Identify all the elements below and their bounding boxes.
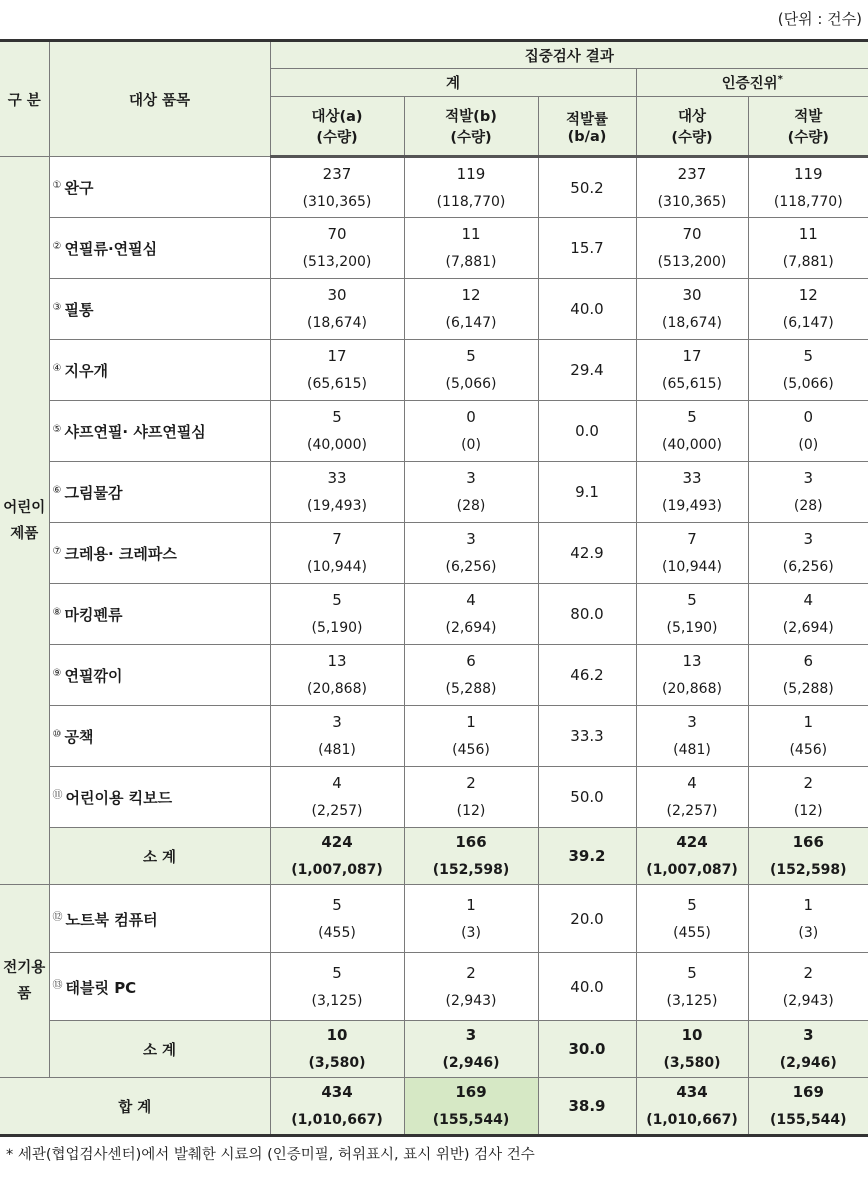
rate-cell: 42.9: [538, 523, 636, 584]
count-value: 119: [456, 164, 486, 183]
count-value: 4: [466, 591, 476, 609]
item-name: 어린이용 킥보드: [65, 789, 173, 807]
item-name: 샤프연필· 샤프연필심: [64, 422, 206, 441]
quantity-value: (10,944): [662, 559, 722, 575]
item-number: ④: [52, 362, 62, 374]
target-cell: [270, 279, 404, 340]
table-row: [0, 953, 868, 1021]
found-cell: [404, 218, 538, 279]
item-number: ⑥: [52, 484, 62, 496]
rate-cell: 0.0: [538, 401, 636, 462]
count-value: 33: [682, 469, 702, 487]
count-value: 17: [327, 347, 347, 365]
cert-found-cell: [748, 340, 868, 401]
item-number: ③: [52, 301, 62, 313]
header-rate: 적발률 (b/a): [538, 97, 636, 157]
count-value: 5: [803, 347, 814, 365]
quantity-value: (155,544): [432, 1112, 510, 1128]
quantity-value: (7,881): [782, 254, 834, 270]
count-value: 169: [455, 1083, 487, 1101]
count-value: 5: [332, 408, 342, 426]
header-cert-target: 대상 (수량): [636, 97, 748, 157]
count-value: 1: [803, 713, 814, 731]
quantity-value: (2,946): [779, 1055, 837, 1071]
count-value: 1: [466, 713, 476, 731]
table-row: [0, 767, 868, 828]
item-name-cell: [49, 218, 270, 279]
count-value: 3: [687, 713, 697, 731]
quantity-value: (0): [798, 437, 819, 453]
target-cell: [270, 885, 404, 953]
cert-target-cell: [636, 157, 748, 218]
quantity-value: (1,007,087): [646, 862, 738, 878]
count-value: 6: [466, 652, 476, 670]
item-name-cell: [49, 401, 270, 462]
quantity-value: (118,770): [773, 193, 843, 210]
found-cell: [404, 828, 538, 885]
cert-found-cell: [748, 523, 868, 584]
quantity-value: (513,200): [302, 254, 372, 270]
cert-found-cell: [748, 1021, 868, 1078]
item-name: 노트북 컴퓨터: [65, 910, 158, 929]
count-value: 70: [682, 225, 702, 243]
rate-cell: 40.0: [538, 279, 636, 340]
item-number: ⑩: [52, 728, 62, 740]
quantity-value: (118,770): [436, 193, 506, 210]
count-value: 2: [466, 963, 476, 982]
count-value: 12: [798, 286, 818, 304]
count-value: 4: [803, 591, 814, 609]
quantity-value: (513,200): [657, 254, 727, 270]
target-cell: [270, 401, 404, 462]
item-name-cell: [49, 706, 270, 767]
target-cell: [270, 1021, 404, 1078]
count-value: 13: [682, 652, 702, 670]
quantity-value: (481): [673, 742, 711, 758]
table-row: [0, 340, 868, 401]
cert-found-cell: [748, 157, 868, 218]
count-value: 3: [465, 1026, 477, 1044]
quantity-value: (5,288): [782, 681, 834, 697]
target-cell: [270, 767, 404, 828]
quantity-value: (481): [318, 742, 356, 758]
target-cell: [270, 157, 404, 218]
found-cell: [404, 1021, 538, 1078]
count-value: 6: [803, 652, 814, 670]
count-value: 2: [803, 774, 814, 792]
cert-target-cell: [636, 645, 748, 706]
quantity-value: (3,125): [311, 992, 363, 1009]
count-value: 166: [792, 833, 824, 851]
count-value: 434: [321, 1083, 353, 1101]
header-target-a: 대상(a) (수량): [270, 97, 404, 157]
quantity-value: (20,868): [662, 681, 722, 697]
count-value: 424: [676, 833, 708, 851]
item-name: 연필깎이: [64, 666, 123, 685]
quantity-value: (152,598): [432, 862, 510, 878]
target-cell: [270, 645, 404, 706]
count-value: 237: [322, 164, 352, 183]
quantity-value: (2,694): [445, 620, 497, 636]
count-value: 5: [332, 895, 342, 914]
table-row: [0, 523, 868, 584]
count-value: 33: [327, 469, 347, 487]
cert-found-cell: [748, 462, 868, 523]
rate-cell: 39.2: [538, 828, 636, 885]
count-value: 3: [466, 530, 476, 548]
cert-target-cell: [636, 1078, 748, 1136]
cert-target-cell: [636, 462, 748, 523]
quantity-value: (2,694): [782, 620, 834, 636]
count-value: 5: [332, 591, 342, 609]
count-value: 5: [466, 347, 476, 365]
table-row: [0, 645, 868, 706]
category-label: 어린이: [3, 499, 46, 516]
count-value: 237: [677, 164, 707, 183]
item-name: 마킹펜류: [64, 605, 123, 624]
count-value: 1: [803, 895, 814, 914]
rate-cell: 9.1: [538, 462, 636, 523]
quantity-value: (18,674): [307, 315, 367, 331]
count-value: 1: [466, 895, 476, 914]
rate-cell: 40.0: [538, 953, 636, 1021]
rate-cell: 15.7: [538, 218, 636, 279]
quantity-value: (19,493): [307, 498, 367, 514]
quantity-value: (40,000): [307, 437, 367, 453]
cert-found-cell: [748, 953, 868, 1021]
rate-cell: 80.0: [538, 584, 636, 645]
count-value: 3: [803, 469, 814, 487]
row-label: 소 계: [49, 828, 270, 885]
item-name-cell: [49, 279, 270, 340]
quantity-value: (2,257): [666, 803, 718, 819]
rate-cell: 29.4: [538, 340, 636, 401]
count-value: 0: [803, 408, 814, 426]
item-name: 공책: [64, 727, 94, 746]
count-value: 424: [321, 833, 353, 851]
quantity-value: (5,288): [445, 681, 497, 697]
count-value: 12: [461, 286, 481, 304]
item-name: 연필류·연필심: [64, 239, 158, 258]
table-row: [0, 462, 868, 523]
cert-target-cell: [636, 279, 748, 340]
quantity-value: (2,257): [311, 803, 363, 819]
quantity-value: (455): [673, 924, 711, 941]
quantity-value: (6,256): [782, 559, 834, 575]
table-row: [0, 584, 868, 645]
rate-cell: 38.9: [538, 1078, 636, 1136]
quantity-value: (65,615): [662, 376, 722, 392]
cert-found-cell: [748, 645, 868, 706]
quantity-value: (155,544): [770, 1112, 847, 1128]
item-name: 크레용· 크레파스: [64, 544, 177, 563]
item-number: ⑧: [52, 606, 62, 618]
count-value: 10: [326, 1026, 348, 1044]
count-value: 3: [803, 530, 814, 548]
count-value: 5: [687, 408, 697, 426]
rate-cell: 20.0: [538, 885, 636, 953]
count-value: 4: [332, 774, 342, 792]
cert-found-cell: [748, 706, 868, 767]
found-cell: [404, 706, 538, 767]
count-value: 7: [332, 530, 342, 548]
quantity-value: (5,190): [311, 620, 363, 636]
quantity-value: (10,944): [307, 559, 367, 575]
quantity-value: (310,365): [657, 193, 727, 210]
cert-target-cell: [636, 340, 748, 401]
quantity-value: (152,598): [770, 862, 847, 878]
category-cell: [0, 157, 49, 885]
cert-target-cell: [636, 706, 748, 767]
quantity-value: (455): [318, 924, 356, 941]
count-value: 169: [792, 1083, 824, 1101]
category-label: 품: [17, 986, 32, 1002]
item-name: 지우개: [64, 361, 108, 380]
total-row: [0, 1078, 868, 1136]
cert-found-cell: [748, 767, 868, 828]
quantity-value: (40,000): [662, 437, 722, 453]
rate-cell: 50.0: [538, 767, 636, 828]
count-value: 119: [793, 164, 823, 183]
quantity-value: (310,365): [302, 193, 372, 210]
cert-target-cell: [636, 523, 748, 584]
rate-cell: 30.0: [538, 1021, 636, 1078]
table-row: [0, 279, 868, 340]
found-cell: [404, 157, 538, 218]
count-value: 434: [676, 1083, 708, 1101]
cert-target-cell: [636, 885, 748, 953]
count-value: 11: [461, 225, 481, 243]
found-cell: [404, 767, 538, 828]
cert-target-cell: [636, 401, 748, 462]
count-value: 3: [466, 469, 476, 487]
quantity-value: (18,674): [662, 315, 722, 331]
quantity-value: (3): [461, 924, 481, 941]
unit-note: (단위 : 건수): [777, 10, 862, 28]
item-number: ⑦: [52, 545, 62, 557]
quantity-value: (0): [461, 437, 481, 453]
target-cell: [270, 218, 404, 279]
quantity-value: (3,125): [666, 992, 718, 1009]
item-name: 필통: [64, 300, 94, 319]
item-name: 완구: [64, 178, 94, 197]
quantity-value: (1,010,667): [646, 1112, 738, 1128]
target-cell: [270, 523, 404, 584]
item-name-cell: [49, 645, 270, 706]
header-group-cert: 인증진위*: [636, 69, 868, 97]
rate-cell: 50.2: [538, 157, 636, 218]
item-number: ⑫: [52, 911, 63, 923]
cert-target-cell: [636, 767, 748, 828]
target-cell: [270, 462, 404, 523]
count-value: 13: [327, 652, 347, 670]
quantity-value: (12): [793, 803, 823, 819]
cert-found-cell: [748, 1078, 868, 1136]
target-cell: [270, 828, 404, 885]
found-cell: [404, 279, 538, 340]
item-number: ②: [52, 240, 62, 252]
count-value: 17: [682, 347, 702, 365]
quantity-value: (5,190): [666, 620, 718, 636]
item-number: ⑪: [52, 790, 63, 801]
quantity-value: (5,066): [782, 376, 834, 392]
count-value: 5: [687, 963, 697, 982]
quantity-value: (6,256): [445, 559, 497, 575]
found-cell: [404, 953, 538, 1021]
item-number: ⑤: [52, 423, 62, 435]
inspection-results-table: [0, 39, 868, 1137]
category-label: 전기용: [3, 960, 46, 976]
cert-target-cell: [636, 828, 748, 885]
quantity-value: (5,066): [445, 376, 497, 392]
header-found-b: 적발(b) (수량): [404, 97, 538, 157]
item-name-cell: [49, 462, 270, 523]
header-cert-found: 적발 (수량): [748, 97, 868, 157]
count-value: 4: [687, 774, 697, 792]
subtotal-row: [0, 1021, 868, 1078]
table-row: [0, 885, 868, 953]
quantity-value: (1,010,667): [291, 1112, 383, 1128]
quantity-value: (1,007,087): [291, 862, 383, 878]
cert-target-cell: [636, 1021, 748, 1078]
quantity-value: (456): [452, 742, 490, 758]
count-value: 2: [803, 963, 814, 982]
subtotal-row: [0, 828, 868, 885]
quantity-value: (2,946): [442, 1055, 500, 1071]
item-number: ⑬: [52, 979, 63, 991]
target-cell: [270, 340, 404, 401]
quantity-value: (3,580): [663, 1055, 721, 1071]
count-value: 70: [327, 225, 347, 243]
cert-marker: *: [777, 74, 783, 85]
item-name: 태블릿 PC: [65, 978, 137, 997]
item-name-cell: [49, 885, 270, 953]
count-value: 166: [455, 833, 487, 851]
item-name-cell: [49, 157, 270, 218]
quantity-value: (456): [789, 742, 828, 758]
count-value: 30: [682, 286, 702, 304]
count-value: 30: [327, 286, 347, 304]
table-row: [0, 706, 868, 767]
found-cell: [404, 401, 538, 462]
table-body: [0, 157, 868, 1136]
quantity-value: (65,615): [307, 376, 367, 392]
count-value: 5: [687, 591, 697, 609]
quantity-value: (2,943): [445, 992, 497, 1009]
category-label: 제품: [10, 525, 39, 542]
item-number: ⑨: [52, 667, 62, 679]
quantity-value: (2,943): [782, 992, 834, 1009]
cert-found-cell: [748, 584, 868, 645]
target-cell: [270, 953, 404, 1021]
row-label: 합 계: [0, 1078, 270, 1136]
count-value: 3: [803, 1026, 814, 1044]
count-value: 7: [687, 530, 697, 548]
item-name-cell: [49, 953, 270, 1021]
cert-target-cell: [636, 953, 748, 1021]
quantity-value: (3,580): [308, 1055, 366, 1071]
header-group-title: 집중검사 결과: [270, 41, 868, 69]
found-cell: [404, 523, 538, 584]
quantity-value: (6,147): [782, 315, 834, 331]
footnote: * 세관(협업검사센터)에서 발췌한 시료의 (인증미필, 허위표시, 표시 위반) 검사 건수: [6, 1147, 535, 1163]
cert-found-cell: [748, 885, 868, 953]
category-cell: [0, 885, 49, 1078]
found-cell: [404, 1078, 538, 1136]
item-name-cell: [49, 340, 270, 401]
quantity-value: (7,881): [445, 254, 497, 270]
quantity-value: (19,493): [662, 498, 722, 514]
header-category: 구 분: [0, 41, 49, 157]
item-name-cell: [49, 767, 270, 828]
found-cell: [404, 645, 538, 706]
header-item: 대상 품목: [49, 41, 270, 157]
count-value: 2: [466, 774, 476, 792]
cert-target-cell: [636, 218, 748, 279]
quantity-value: (20,868): [307, 681, 367, 697]
item-name-cell: [49, 523, 270, 584]
row-label: 소 계: [49, 1021, 270, 1078]
count-value: 3: [332, 713, 342, 731]
cert-found-cell: [748, 279, 868, 340]
quantity-value: (28): [456, 498, 486, 514]
found-cell: [404, 462, 538, 523]
count-value: 11: [798, 225, 818, 243]
count-value: 10: [681, 1026, 703, 1044]
item-name-cell: [49, 584, 270, 645]
found-cell: [404, 340, 538, 401]
table-row: [0, 401, 868, 462]
cert-found-cell: [748, 401, 868, 462]
cert-target-cell: [636, 584, 748, 645]
quantity-value: (12): [456, 803, 486, 819]
count-value: 5: [332, 963, 342, 982]
item-name: 그림물감: [64, 483, 123, 502]
quantity-value: (6,147): [445, 315, 497, 331]
header-group-total: 계: [270, 69, 636, 97]
item-number: ①: [52, 179, 62, 191]
found-cell: [404, 584, 538, 645]
table-row: [0, 218, 868, 279]
count-value: 0: [466, 408, 476, 426]
count-value: 5: [687, 895, 697, 914]
cert-found-cell: [748, 218, 868, 279]
quantity-value: (3): [798, 924, 819, 941]
target-cell: [270, 1078, 404, 1136]
found-cell: [404, 885, 538, 953]
target-cell: [270, 706, 404, 767]
rate-cell: 46.2: [538, 645, 636, 706]
target-cell: [270, 584, 404, 645]
rate-cell: 33.3: [538, 706, 636, 767]
quantity-value: (28): [793, 498, 823, 514]
cert-found-cell: [748, 828, 868, 885]
table-row: [0, 157, 868, 218]
